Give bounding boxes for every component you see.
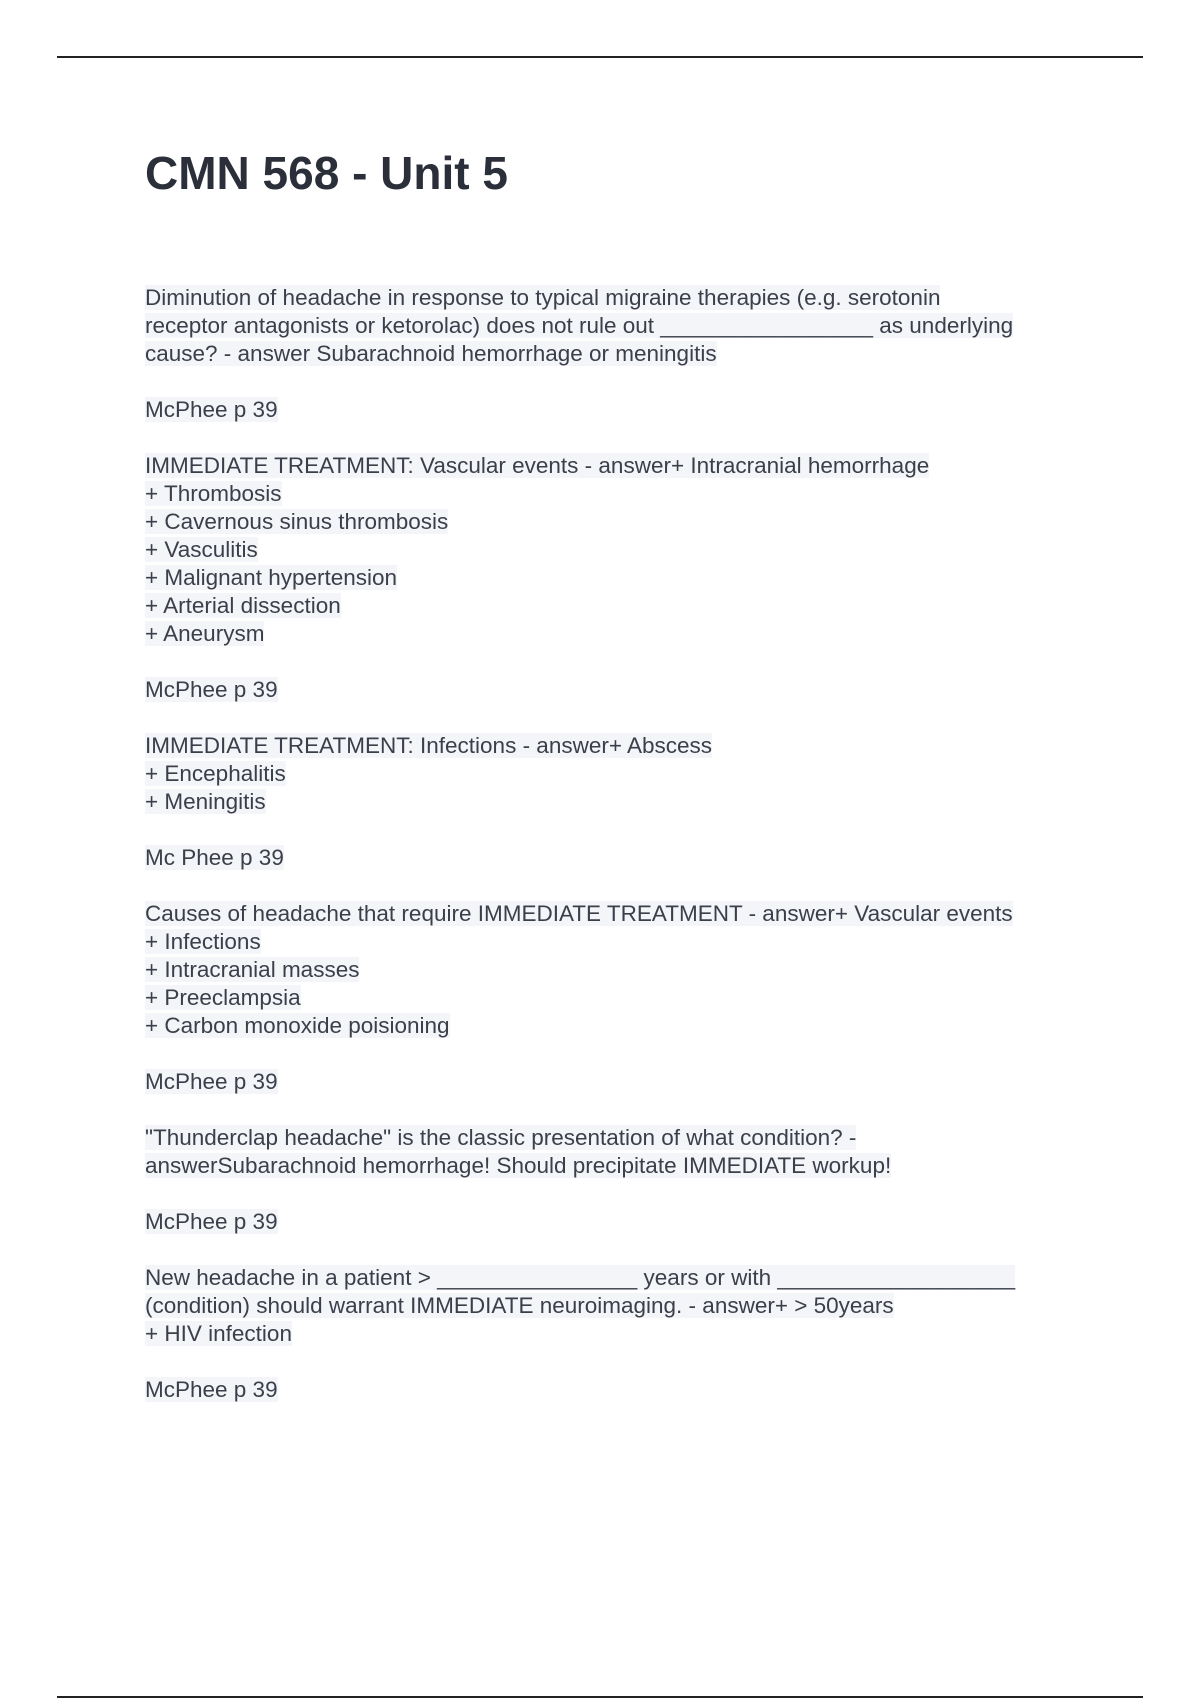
- reference-citation: [145, 396, 1095, 424]
- citation-text: McPhee p 39: [145, 1209, 278, 1234]
- qa-line: + Malignant hypertension: [145, 565, 398, 590]
- citation-text: McPhee p 39: [145, 677, 278, 702]
- qa-line: + Cavernous sinus thrombosis: [145, 509, 449, 534]
- qa-line: + Preeclampsia: [145, 985, 301, 1010]
- qa-line: answerSubarachnoid hemorrhage! Should precipitate IMMEDIATE workup!: [145, 1153, 892, 1178]
- document-body: [145, 284, 1095, 1432]
- qa-line: + Intracranial masses: [145, 957, 360, 982]
- qa-card-infections: [145, 732, 1095, 816]
- qa-line: "Thunderclap headache" is the classic presentation of what condition? -: [145, 1125, 857, 1150]
- qa-line: New headache in a patient > ________________ years or with ___________________: [145, 1265, 1016, 1290]
- page-title: CMN 568 - Unit 5: [145, 147, 508, 199]
- qa-line: + Vasculitis: [145, 537, 258, 562]
- reference-citation: [145, 676, 1095, 704]
- citation-text: McPhee p 39: [145, 1069, 278, 1094]
- citation-text: McPhee p 39: [145, 1377, 278, 1402]
- reference-citation: [145, 1068, 1095, 1096]
- top-rule: [57, 56, 1143, 58]
- qa-line: + Meningitis: [145, 789, 266, 814]
- qa-line: Causes of headache that require IMMEDIATE TREATMENT - answer+ Vascular events: [145, 901, 1013, 926]
- qa-line: + Encephalitis: [145, 761, 286, 786]
- reference-citation: [145, 1376, 1095, 1404]
- qa-card-neuroimaging: [145, 1264, 1095, 1348]
- qa-line: + Arterial dissection: [145, 593, 341, 618]
- qa-line: + Infections: [145, 929, 261, 954]
- reference-citation: [145, 844, 1095, 872]
- qa-line: IMMEDIATE TREATMENT: Vascular events - answer+ Intracranial hemorrhage: [145, 453, 930, 478]
- qa-line: + HIV infection: [145, 1321, 292, 1346]
- qa-line: Diminution of headache in response to typical migraine therapies (e.g. serotonin: [145, 285, 941, 310]
- bottom-rule: [57, 1696, 1143, 1698]
- qa-card-thunderclap-headache: [145, 1124, 1095, 1180]
- qa-line: + Thrombosis: [145, 481, 282, 506]
- qa-line: + Aneurysm: [145, 621, 265, 646]
- citation-text: McPhee p 39: [145, 397, 278, 422]
- qa-line: (condition) should warrant IMMEDIATE neuroimaging. - answer+ > 50years: [145, 1293, 894, 1318]
- qa-card-migraine-therapy: [145, 284, 1095, 368]
- qa-line: cause? - answer Subarachnoid hemorrhage or meningitis: [145, 341, 717, 366]
- citation-text: Mc Phee p 39: [145, 845, 284, 870]
- qa-card-vascular-events: [145, 452, 1095, 648]
- reference-citation: [145, 1208, 1095, 1236]
- qa-card-immediate-causes: [145, 900, 1095, 1040]
- qa-line: receptor antagonists or ketorolac) does not rule out _________________ as underlying: [145, 313, 1014, 338]
- qa-line: IMMEDIATE TREATMENT: Infections - answer+ Abscess: [145, 733, 713, 758]
- qa-line: + Carbon monoxide poisioning: [145, 1013, 450, 1038]
